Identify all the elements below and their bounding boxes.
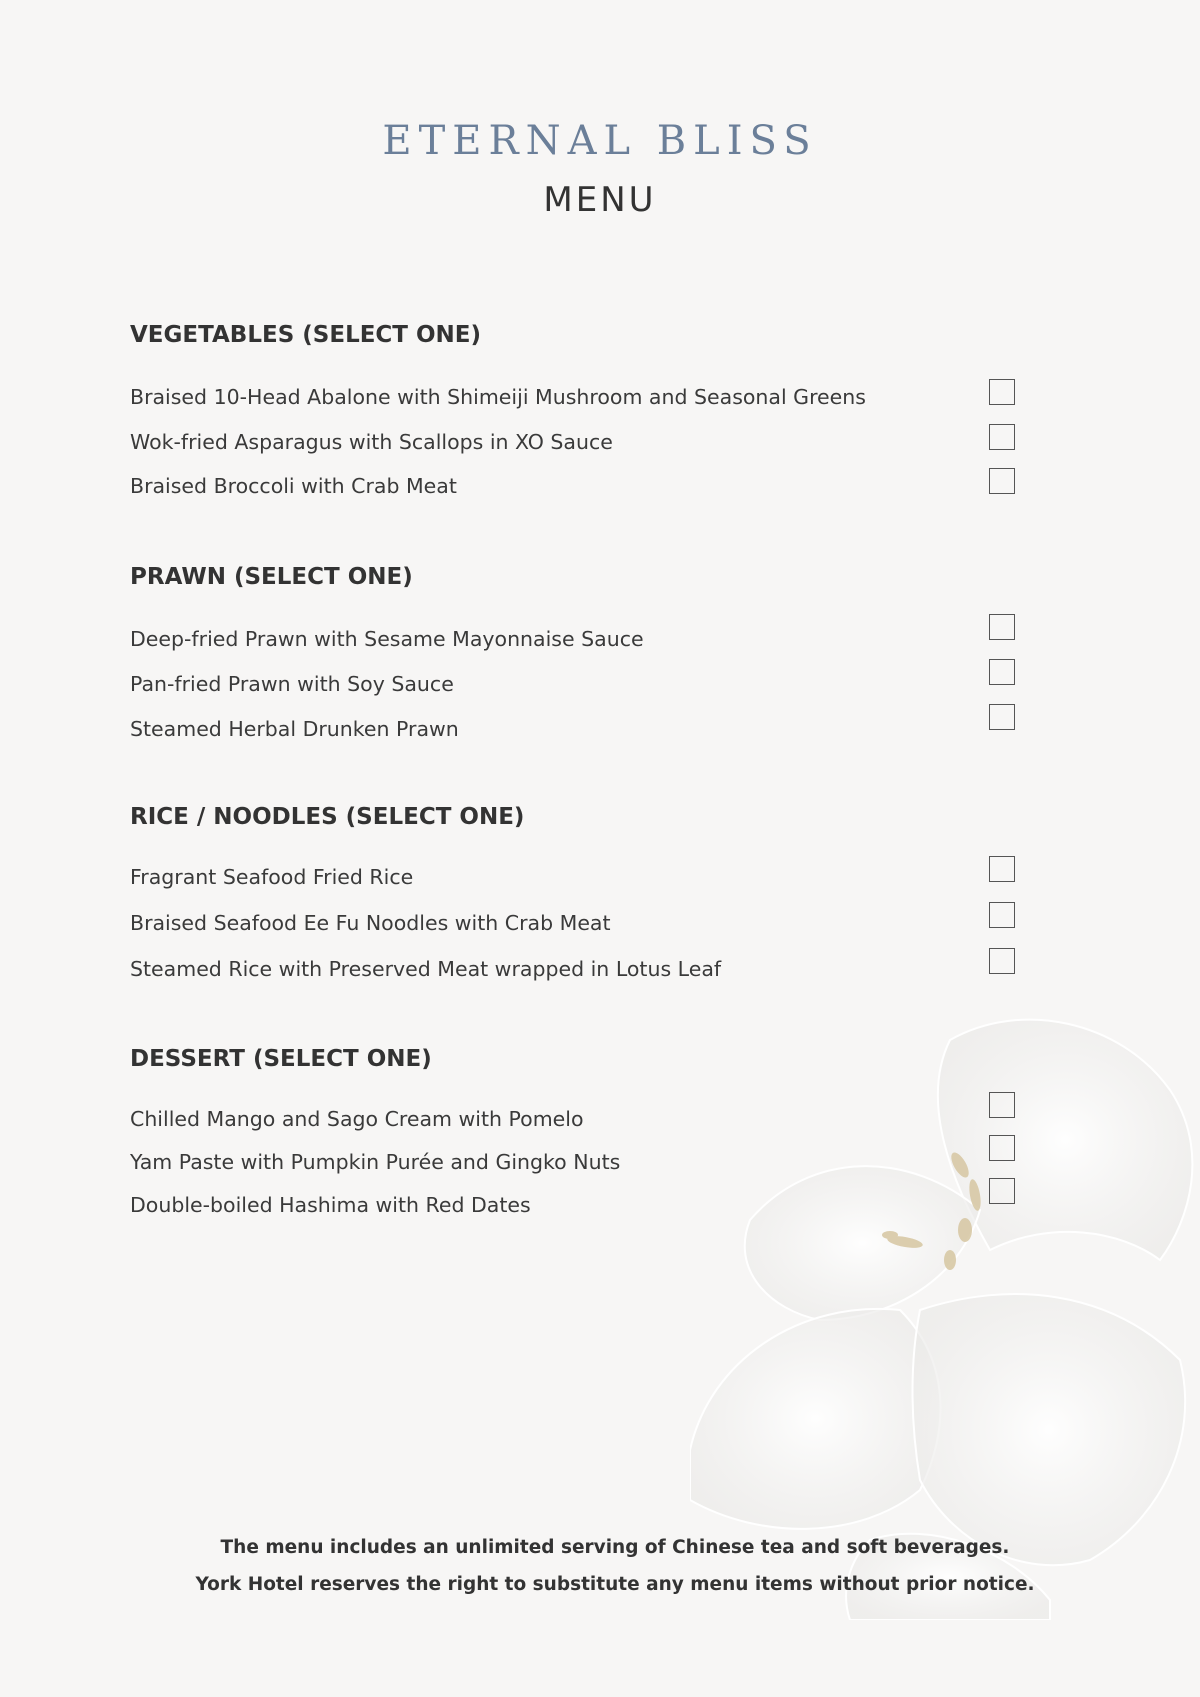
menu-item-label: Steamed Rice with Preserved Meat wrapped in Lotus Leaf bbox=[130, 957, 722, 981]
menu-item bbox=[130, 1190, 1020, 1220]
menu-item-label: Double-boiled Hashima with Red Dates bbox=[130, 1193, 531, 1217]
menu-item bbox=[130, 669, 1020, 699]
menu-item bbox=[130, 427, 1020, 457]
item-checkbox[interactable] bbox=[989, 902, 1015, 928]
section-rice-noodles bbox=[130, 802, 1020, 981]
footer-note-tea: The menu includes an unlimited serving of Chinese tea and soft beverages. bbox=[220, 1537, 1010, 1558]
item-checkbox[interactable] bbox=[989, 1135, 1015, 1161]
menu-item-label: Braised 10-Head Abalone with Shimeiji Mushroom and Seasonal Greens bbox=[130, 385, 866, 409]
menu-subtitle: MENU bbox=[543, 180, 657, 220]
menu-item bbox=[130, 862, 1020, 892]
menu-title: ETERNAL BLISS bbox=[382, 118, 818, 164]
item-checkbox[interactable] bbox=[989, 1092, 1015, 1118]
footer-note-substitution: York Hotel reserves the right to substitute any menu items without prior notice. bbox=[195, 1574, 1035, 1595]
section-prawn bbox=[130, 562, 1020, 741]
menu-item bbox=[130, 1147, 1020, 1177]
menu-item bbox=[130, 908, 1020, 938]
item-checkbox[interactable] bbox=[989, 948, 1015, 974]
menu-item bbox=[130, 714, 1020, 744]
section-heading: RICE / NOODLES (SELECT ONE) bbox=[130, 804, 525, 830]
flower-decoration bbox=[690, 980, 1200, 1620]
menu-item-label: Braised Seafood Ee Fu Noodles with Crab Meat bbox=[130, 911, 611, 935]
item-checkbox[interactable] bbox=[989, 614, 1015, 640]
item-checkbox[interactable] bbox=[989, 704, 1015, 730]
menu-item-label: Yam Paste with Pumpkin Purée and Gingko Nuts bbox=[130, 1150, 621, 1174]
menu-item bbox=[130, 954, 1020, 984]
item-checkbox[interactable] bbox=[989, 856, 1015, 882]
menu-item bbox=[130, 624, 1020, 654]
menu-item-label: Braised Broccoli with Crab Meat bbox=[130, 474, 457, 498]
item-checkbox[interactable] bbox=[989, 1178, 1015, 1204]
section-vegetables bbox=[130, 320, 1020, 498]
menu-item bbox=[130, 1104, 1020, 1134]
section-heading: DESSERT (SELECT ONE) bbox=[130, 1046, 432, 1072]
menu-item-label: Chilled Mango and Sago Cream with Pomelo bbox=[130, 1107, 584, 1131]
item-checkbox[interactable] bbox=[989, 379, 1015, 405]
menu-item-label: Steamed Herbal Drunken Prawn bbox=[130, 717, 459, 741]
menu-item-label: Wok-fried Asparagus with Scallops in XO Sauce bbox=[130, 430, 613, 454]
section-dessert bbox=[130, 1044, 1020, 1217]
section-heading: PRAWN (SELECT ONE) bbox=[130, 564, 413, 590]
item-checkbox[interactable] bbox=[989, 424, 1015, 450]
menu-item-label: Fragrant Seafood Fried Rice bbox=[130, 865, 414, 889]
section-heading: VEGETABLES (SELECT ONE) bbox=[130, 322, 482, 348]
menu-item bbox=[130, 471, 1020, 501]
item-checkbox[interactable] bbox=[989, 659, 1015, 685]
item-checkbox[interactable] bbox=[989, 468, 1015, 494]
menu-item-label: Pan-fried Prawn with Soy Sauce bbox=[130, 672, 454, 696]
menu-item bbox=[130, 382, 1020, 412]
menu-item-label: Deep-fried Prawn with Sesame Mayonnaise Sauce bbox=[130, 627, 644, 651]
